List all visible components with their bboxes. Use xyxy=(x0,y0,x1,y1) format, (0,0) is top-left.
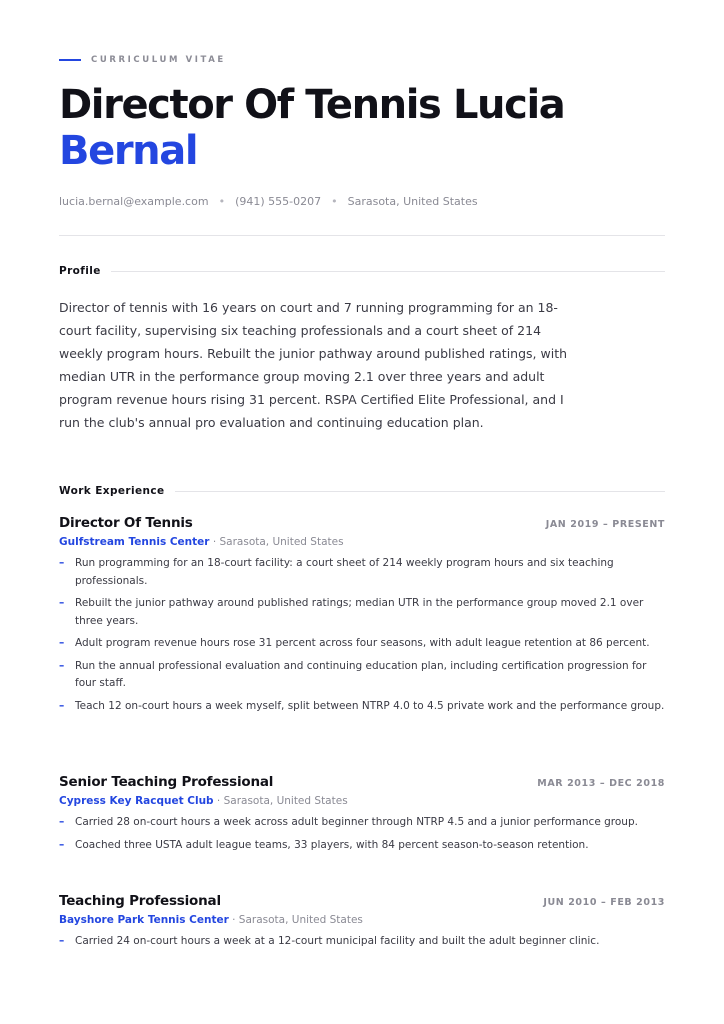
bullet-dash: – xyxy=(59,935,65,947)
section-rule xyxy=(175,491,665,492)
contact-email[interactable]: lucia.bernal@example.com xyxy=(59,195,209,208)
bullet-dash: – xyxy=(59,699,65,712)
contact-phone[interactable]: (941) 555-0207 xyxy=(235,195,322,208)
job-title: Senior Teaching Professional xyxy=(59,774,274,790)
name-line-2: Bernal xyxy=(59,128,198,174)
bullet-text: Run the annual professional evaluation and continuing education plan, including certification progression for four staff. xyxy=(75,659,647,689)
eyebrow-text: CURRICULUM VITAE xyxy=(91,55,226,65)
contact-line xyxy=(59,195,478,208)
section-rule xyxy=(111,271,665,272)
job-company: Bayshore Park Tennis Center xyxy=(59,914,229,926)
bullet-text: Coached three USTA adult league teams, 33 players, with 84 percent season-to-season retention. xyxy=(75,838,589,851)
section-title: Profile xyxy=(59,265,101,277)
job-location: · Sarasota, United States xyxy=(228,914,363,926)
profile-summary: Director of tennis with 16 years on court and 7 running programming for an 18-court facility, supervising six teaching professionals and a court sheet of 214 weekly program hours. Rebuilt the junior pathway around published ratings, with median UTR in the performance group moving 2.1 over three years and adult program revenue hours rising 31 percent. RSPA Certified Elite Professional, and I run the club's annual pro evaluation and continuing education plan. xyxy=(59,300,568,430)
bullet-dash: – xyxy=(59,838,65,851)
job-bullet xyxy=(59,658,665,693)
job-title: Teaching Professional xyxy=(59,893,221,909)
job-entry xyxy=(59,515,665,720)
candidate-name xyxy=(59,82,564,174)
job-bullets xyxy=(59,933,665,951)
eyebrow-rule xyxy=(59,59,81,61)
bullet-text: Carried 28 on-court hours a week across adult beginner through NTRP 4.5 and a junior performance group. xyxy=(75,816,638,828)
job-dates: JUN 2010 – FEB 2013 xyxy=(543,897,665,908)
bullet-text: Teach 12 on-court hours a week myself, split between NTRP 4.0 to 4.5 private work and the performance group. xyxy=(75,699,665,712)
job-bullets xyxy=(59,814,665,854)
bullet-text: Carried 24 on-court hours a week at a 12-court municipal facility and built the adult beginner clinic. xyxy=(75,935,600,947)
contact-location: Sarasota, United States xyxy=(347,195,478,208)
job-bullet xyxy=(59,595,665,630)
job-location: · Sarasota, United States xyxy=(213,795,348,807)
eyebrow xyxy=(59,55,226,65)
section-title: Work Experience xyxy=(59,485,165,497)
bullet-dash: – xyxy=(59,816,65,828)
bullet-text: Rebuilt the junior pathway around published ratings; median UTR in the performance group moved 2.1 over three years. xyxy=(75,597,644,627)
experience-section-header xyxy=(59,485,665,497)
job-bullet xyxy=(59,933,665,951)
job-title: Director Of Tennis xyxy=(59,515,193,531)
job-location: · Sarasota, United States xyxy=(209,536,344,548)
bullet-text: Adult program revenue hours rose 31 percent across four seasons, with adult league retention at 86 percent. xyxy=(75,637,650,649)
name-line-1: Director Of Tennis Lucia xyxy=(59,82,565,128)
job-bullet xyxy=(59,814,665,832)
profile-section-header xyxy=(59,265,665,277)
bullet-dash: – xyxy=(59,557,65,569)
bullet-text: Run programming for an 18-court facility: a court sheet of 214 weekly program hours and six teaching professionals. xyxy=(75,557,614,587)
job-dates: JAN 2019 – PRESENT xyxy=(545,519,665,530)
contact-separator: • xyxy=(331,195,338,208)
bullet-dash: – xyxy=(59,659,65,672)
job-bullet xyxy=(59,698,665,716)
job-bullet xyxy=(59,635,665,653)
job-entry xyxy=(59,774,665,859)
header-divider xyxy=(59,235,665,236)
job-bullets xyxy=(59,555,665,715)
job-bullet xyxy=(59,555,665,590)
job-dates: MAR 2013 – DEC 2018 xyxy=(537,778,665,789)
contact-separator: • xyxy=(218,195,226,208)
job-entry xyxy=(59,893,665,956)
bullet-dash: – xyxy=(59,597,65,609)
job-company: Cypress Key Racquet Club xyxy=(59,795,214,807)
bullet-dash: – xyxy=(59,637,65,649)
job-bullet xyxy=(59,837,665,855)
job-company: Gulfstream Tennis Center xyxy=(59,536,210,548)
